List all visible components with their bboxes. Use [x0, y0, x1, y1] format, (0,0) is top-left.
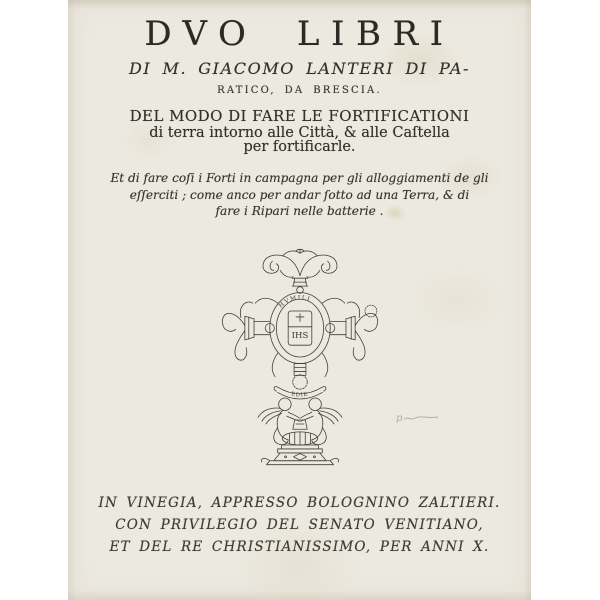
summary-line-3: fare i Ripari nelle batterie .	[215, 203, 384, 218]
summary-line-1: Et di fare coſi i Forti in campagna per gli alloggiamenti de gli	[110, 170, 489, 185]
subtitle-line-3: per fortificarle.	[243, 139, 356, 155]
subtitle-line-2: di terra intorno alle Città, & alle Caſtella	[149, 125, 450, 141]
book-title: DVO LIBRI	[144, 14, 455, 54]
subtitle-line-1: DEL MODO DI FARE LE FORTIFICATIONI	[129, 107, 470, 125]
pencil-annotation	[396, 411, 448, 425]
printer-device-emblem	[214, 248, 386, 466]
pencil-squiggle-icon	[403, 413, 439, 423]
printer-device-woodcut-icon	[214, 248, 386, 466]
summary-paragraph	[75, 170, 524, 220]
imprint-line-2: CON PRIVILEGIO DEL SENATO VENITIANO,	[115, 517, 484, 533]
summary-line-2: eſſerciti ; come anco per andar ſotto ad una Terra, & di	[129, 186, 470, 202]
imprint-line-3: ET DEL RE CHRISTIANISSIMO, PER ANNI X.	[109, 539, 490, 555]
author-line-2: RATICO, DA BRESCIA.	[217, 85, 382, 96]
author-line-1: DI M. GIACOMO LANTERI DI PA-	[128, 59, 471, 78]
device-ring-text: HVMILI	[277, 295, 311, 310]
device-banner-text: EDIE	[290, 391, 309, 399]
pencil-annotation-letter: p	[396, 412, 403, 424]
imprint-line-1: IN VINEGIA, APPRESSO BOLOGNINO ZALTIERI.	[98, 495, 501, 511]
scanned-title-page	[68, 0, 531, 600]
device-monogram-ihs: IHS	[291, 330, 308, 341]
